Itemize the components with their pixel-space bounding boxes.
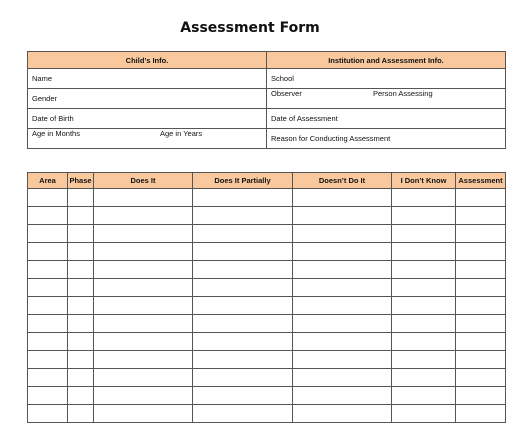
table-cell[interactable]	[68, 279, 94, 297]
info-row-dob	[28, 109, 506, 129]
table-cell[interactable]	[392, 369, 456, 387]
name-field[interactable]	[28, 69, 267, 89]
table-cell[interactable]	[293, 405, 392, 423]
table-cell[interactable]	[28, 243, 68, 261]
table-cell[interactable]	[193, 279, 293, 297]
table-cell[interactable]	[28, 207, 68, 225]
table-cell[interactable]	[68, 189, 94, 207]
table-cell[interactable]	[456, 243, 506, 261]
table-cell[interactable]	[193, 351, 293, 369]
table-cell[interactable]	[28, 351, 68, 369]
table-cell[interactable]	[456, 405, 506, 423]
table-cell[interactable]	[193, 261, 293, 279]
table-row	[28, 189, 506, 207]
reason-field[interactable]	[267, 129, 506, 149]
table-cell[interactable]	[293, 225, 392, 243]
table-cell[interactable]	[392, 261, 456, 279]
table-cell[interactable]	[456, 279, 506, 297]
observer-label: Observer	[271, 89, 302, 98]
table-cell[interactable]	[68, 369, 94, 387]
table-cell[interactable]	[28, 297, 68, 315]
table-cell[interactable]	[193, 315, 293, 333]
table-cell[interactable]	[68, 387, 94, 405]
table-cell[interactable]	[94, 369, 193, 387]
table-cell[interactable]	[456, 261, 506, 279]
assessment-table	[27, 172, 506, 423]
info-row-gender	[28, 89, 506, 109]
table-cell[interactable]	[392, 279, 456, 297]
table-row	[28, 369, 506, 387]
table-cell[interactable]	[28, 405, 68, 423]
table-cell[interactable]	[293, 207, 392, 225]
column-header-assessment: Assessment	[456, 173, 506, 189]
table-cell[interactable]	[193, 225, 293, 243]
column-header-does-it-partially: Does It Partially	[193, 173, 293, 189]
table-cell[interactable]	[193, 297, 293, 315]
date-of-birth-field[interactable]	[28, 109, 267, 129]
table-cell[interactable]	[293, 387, 392, 405]
table-cell[interactable]	[28, 189, 68, 207]
person-assessing-label: Person Assessing	[373, 89, 433, 98]
column-header-i-dont-know: I Don’t Know	[392, 173, 456, 189]
table-cell[interactable]	[293, 279, 392, 297]
table-cell[interactable]	[94, 243, 193, 261]
table-cell[interactable]	[94, 387, 193, 405]
table-row	[28, 261, 506, 279]
info-row-age	[28, 129, 506, 149]
table-row	[28, 225, 506, 243]
table-cell[interactable]	[68, 207, 94, 225]
column-header-doesnt-do-it: Doesn’t Do It	[293, 173, 392, 189]
table-cell[interactable]	[68, 261, 94, 279]
table-cell[interactable]	[392, 351, 456, 369]
table-cell[interactable]	[68, 333, 94, 351]
table-cell[interactable]	[392, 333, 456, 351]
table-cell[interactable]	[392, 243, 456, 261]
column-header-does-it: Does It	[94, 173, 193, 189]
table-cell[interactable]	[28, 387, 68, 405]
table-cell[interactable]	[293, 261, 392, 279]
table-cell[interactable]	[193, 243, 293, 261]
school-label: School	[271, 74, 294, 83]
table-cell[interactable]	[193, 369, 293, 387]
table-cell[interactable]	[94, 297, 193, 315]
table-cell[interactable]	[68, 405, 94, 423]
assessment-table-body	[28, 189, 506, 423]
date-of-assessment-label: Date of Assessment	[271, 114, 338, 123]
gender-field[interactable]	[28, 89, 267, 109]
table-cell[interactable]	[193, 405, 293, 423]
table-cell[interactable]	[68, 297, 94, 315]
table-cell[interactable]	[456, 369, 506, 387]
table-cell[interactable]	[456, 189, 506, 207]
table-cell[interactable]	[68, 243, 94, 261]
assessment-header-row	[28, 173, 506, 189]
school-field[interactable]	[267, 69, 506, 89]
institution-info-header: Institution and Assessment Info.	[267, 52, 506, 69]
age-field[interactable]	[28, 129, 267, 149]
table-row	[28, 351, 506, 369]
reason-label: Reason for Conducting Assessment	[271, 134, 391, 143]
table-cell[interactable]	[392, 225, 456, 243]
table-cell[interactable]	[94, 333, 193, 351]
table-cell[interactable]	[392, 405, 456, 423]
name-label: Name	[32, 74, 53, 83]
table-cell[interactable]	[456, 297, 506, 315]
form-title: Assessment Form	[180, 20, 320, 36]
table-cell[interactable]	[456, 315, 506, 333]
table-cell[interactable]	[293, 369, 392, 387]
gender-label: Gender	[32, 94, 58, 103]
observer-field[interactable]	[267, 89, 506, 109]
table-cell[interactable]	[392, 387, 456, 405]
table-cell[interactable]	[293, 351, 392, 369]
table-cell[interactable]	[94, 189, 193, 207]
table-cell[interactable]	[456, 351, 506, 369]
table-cell[interactable]	[94, 279, 193, 297]
age-in-months-label: Age in Months	[32, 129, 80, 138]
table-cell[interactable]	[293, 243, 392, 261]
table-cell[interactable]	[293, 189, 392, 207]
table-cell[interactable]	[68, 315, 94, 333]
table-cell[interactable]	[392, 315, 456, 333]
table-cell[interactable]	[28, 225, 68, 243]
info-table	[27, 51, 506, 149]
table-cell[interactable]	[392, 297, 456, 315]
table-cell[interactable]	[68, 225, 94, 243]
table-cell[interactable]	[392, 207, 456, 225]
table-cell[interactable]	[456, 225, 506, 243]
table-row	[28, 297, 506, 315]
info-header-row	[28, 52, 506, 69]
table-row	[28, 243, 506, 261]
table-row	[28, 333, 506, 351]
table-cell[interactable]	[28, 369, 68, 387]
table-cell[interactable]	[94, 207, 193, 225]
table-cell[interactable]	[293, 297, 392, 315]
table-cell[interactable]	[94, 315, 193, 333]
table-cell[interactable]	[28, 261, 68, 279]
table-row	[28, 405, 506, 423]
column-header-phase: Phase	[68, 173, 94, 189]
table-cell[interactable]	[293, 333, 392, 351]
table-cell[interactable]	[456, 333, 506, 351]
table-cell[interactable]	[28, 333, 68, 351]
table-cell[interactable]	[456, 207, 506, 225]
table-cell[interactable]	[293, 315, 392, 333]
table-row	[28, 207, 506, 225]
age-in-years-label: Age in Years	[160, 129, 203, 138]
column-header-area: Area	[28, 173, 68, 189]
date-of-assessment-field[interactable]	[267, 109, 506, 129]
info-row-name	[28, 69, 506, 89]
table-row	[28, 315, 506, 333]
table-cell[interactable]	[28, 315, 68, 333]
date-of-birth-label: Date of Birth	[32, 114, 74, 123]
table-cell[interactable]	[392, 189, 456, 207]
table-row	[28, 279, 506, 297]
table-row	[28, 387, 506, 405]
table-cell[interactable]	[193, 189, 293, 207]
table-cell[interactable]	[193, 207, 293, 225]
table-cell[interactable]	[68, 351, 94, 369]
table-cell[interactable]	[28, 279, 68, 297]
table-cell[interactable]	[94, 261, 193, 279]
table-cell[interactable]	[94, 225, 193, 243]
table-cell[interactable]	[193, 387, 293, 405]
table-cell[interactable]	[94, 351, 193, 369]
table-cell[interactable]	[94, 405, 193, 423]
table-cell[interactable]	[193, 333, 293, 351]
table-cell[interactable]	[456, 387, 506, 405]
childs-info-header: Child’s Info.	[28, 52, 267, 69]
